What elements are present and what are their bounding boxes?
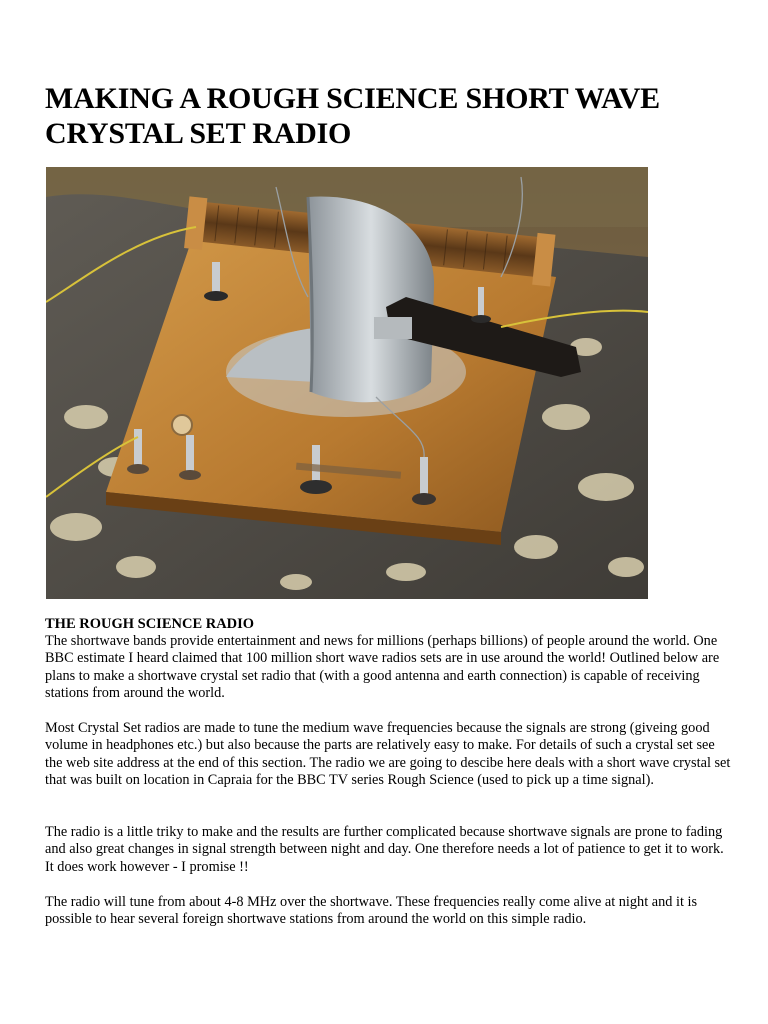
- paragraph: Most Crystal Set radios are made to tune the medium wave frequencies because the signals are strong (giveing good volume in headphones etc.) but also because the parts are relatively easy to make. For details of such a crystal set see the web site address at the end of this section. The radio we are going to descibe here deals with a short wave crystal set that was built on location in Capraia for the BBC TV series Rough Science (used to pick up a time signal).: [45, 720, 731, 789]
- paragraph: The shortwave bands provide entertainment and news for millions (perhaps billions) of people around the world. One BBC estimate I heard claimed that 100 million short wave radios sets are in use around the world! Outlined below are plans to make a shortwave crystal set radio that (with a good antenna and earth connection) is capable of receiving stations from around the world.: [45, 633, 720, 702]
- paragraph: The radio is a little triky to make and the results are further complicated because shortwave signals are prone to fading and also great changes in signal strength between night and day. One therefore needs a lot of patience to get it to work. It does work however - I promise !!: [45, 824, 724, 875]
- paragraph: The radio will tune from about 4-8 MHz over the shortwave. These frequencies really come alive at night and it is possible to hear several foreign shortwave stations from around the world on this simple radio.: [45, 894, 698, 928]
- crystal-set-radio-photo: [46, 167, 648, 599]
- section-heading: THE ROUGH SCIENCE RADIO: [45, 616, 255, 632]
- page-title: MAKING A ROUGH SCIENCE SHORT WAVE CRYSTAL SET RADIO: [45, 82, 660, 150]
